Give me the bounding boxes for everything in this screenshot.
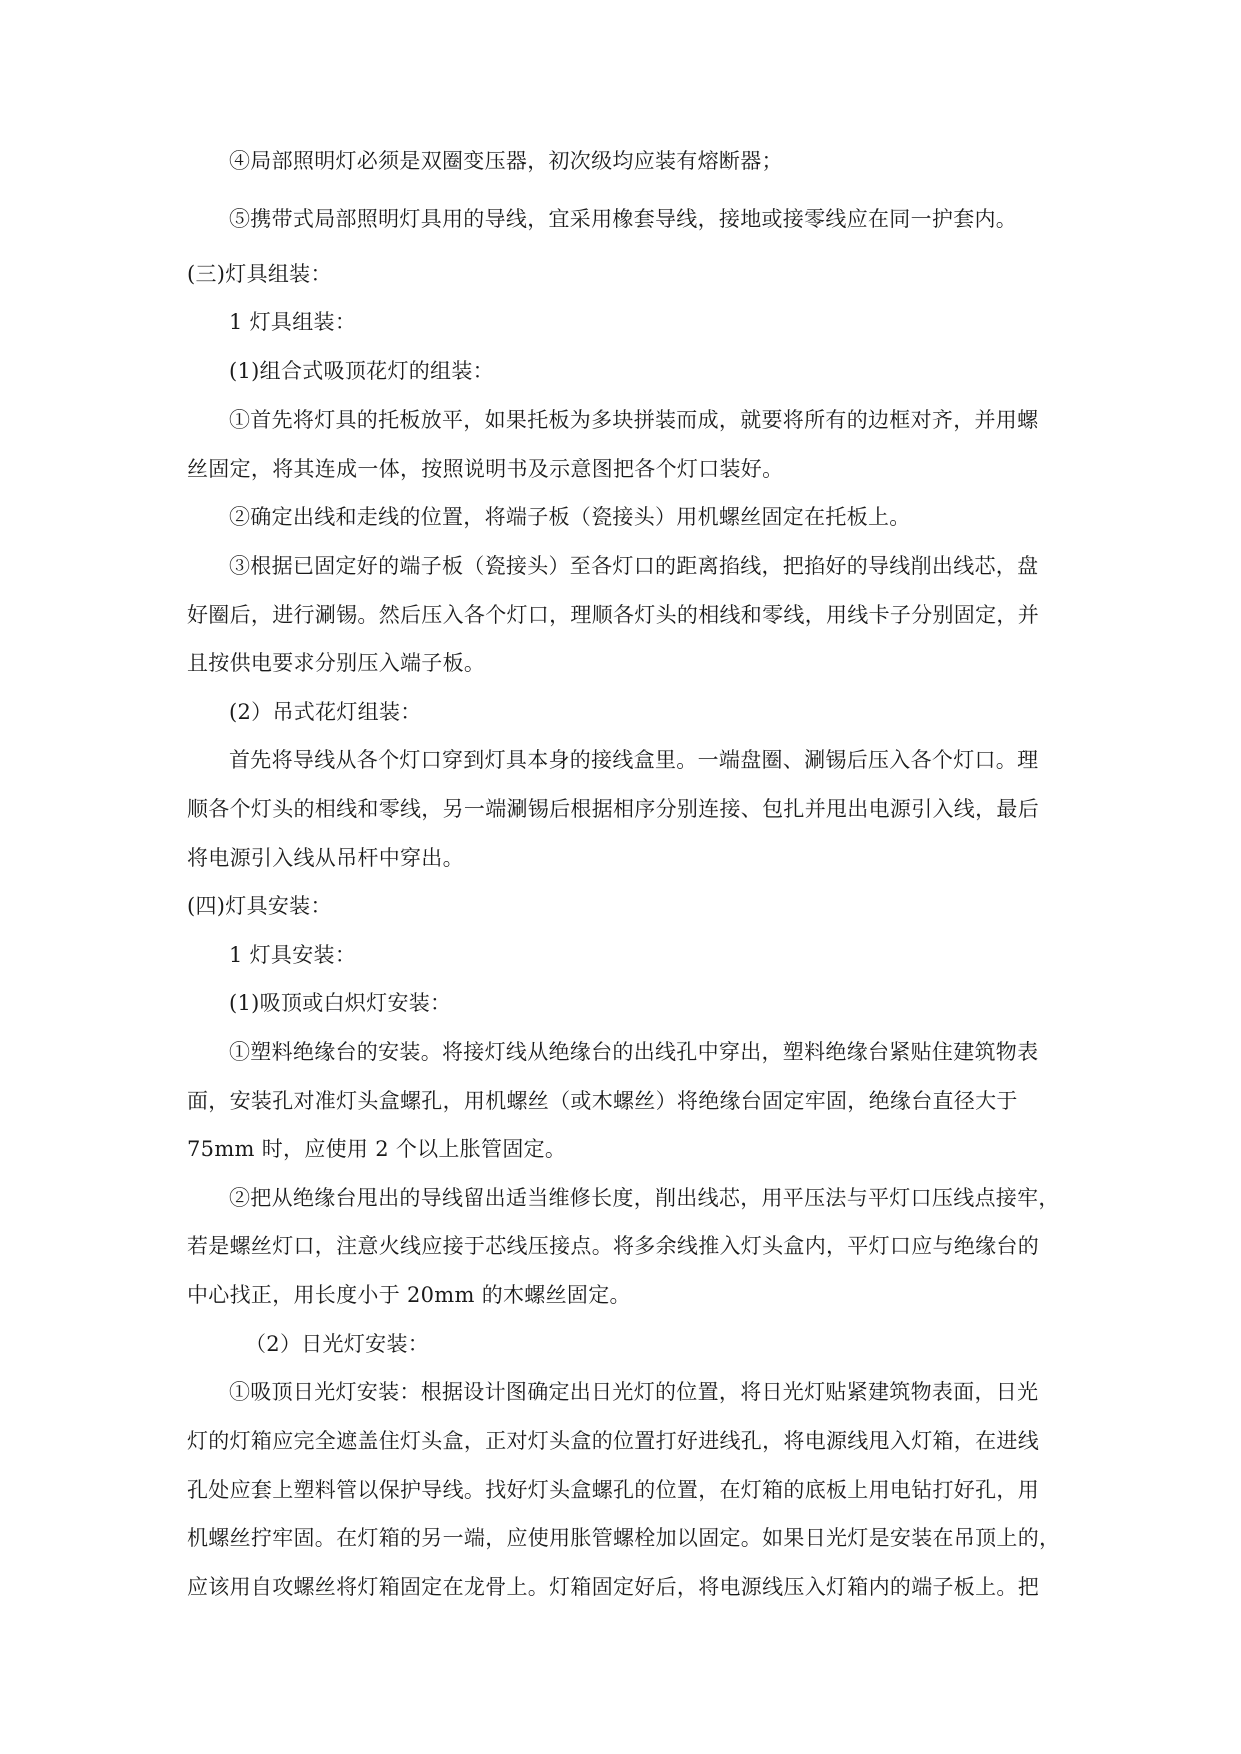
paragraph-line: 若是螺丝灯口，注意火线应接于芯线压接点。将多余线推入灯头盒内，平灯口应与绝缘台的 — [187, 1234, 1039, 1258]
section-heading: (四)灯具安装： — [187, 894, 332, 918]
paragraph-line: ②把从绝缘台甩出的导线留出适当维修长度，削出线芯，用平压法与平灯口压线点接牢， — [229, 1186, 1060, 1210]
paragraph-line: 灯的灯箱应完全遮盖住灯头盒，正对灯头盒的位置打好进线孔，将电源线甩入灯箱，在进线 — [187, 1429, 1039, 1453]
paragraph-line: 中心找正，用长度小于 20mm 的木螺丝固定。 — [187, 1283, 631, 1307]
paragraph-line: 孔处应套上塑料管以保护导线。找好灯头盒螺孔的位置，在灯箱的底板上用电钻打好孔，用 — [187, 1478, 1039, 1502]
paragraph-line: 好圈后，进行涮锡。然后压入各个灯口，理顺各灯头的相线和零线，用线卡子分别固定，并 — [187, 603, 1039, 627]
paragraph-line: ①塑料绝缘台的安装。将接灯线从绝缘台的出线孔中穿出，塑料绝缘台紧贴住建筑物表 — [229, 1040, 1039, 1064]
paragraph-line: ①首先将灯具的托板放平，如果托板为多块拼装而成，就要将所有的边框对齐，并用螺 — [229, 408, 1039, 432]
item-heading: (1)吸顶或白炽灯安装： — [229, 991, 452, 1015]
paragraph-line: 顺各个灯头的相线和零线，另一端涮锡后根据相序分别连接、包扎并甩出电源引入线，最后 — [187, 797, 1039, 821]
item-heading: （2）日光灯安装： — [245, 1332, 430, 1356]
paragraph-line: 将电源引入线从吊杆中穿出。 — [187, 846, 464, 870]
paragraph-line: 且按供电要求分别压入端子板。 — [187, 651, 486, 675]
paragraph-line: ④局部照明灯必须是双圈变压器，初次级均应装有熔断器； — [229, 149, 783, 173]
paragraph-line: 面，安装孔对准灯头盒螺孔，用机螺丝（或木螺丝）将绝缘台固定牢固，绝缘台直径大于 — [187, 1089, 1018, 1113]
paragraph-line: 应该用自攻螺丝将灯箱固定在龙骨上。灯箱固定好后，将电源线压入灯箱内的端子板上。把 — [187, 1575, 1039, 1599]
paragraph-line: ③根据已固定好的端子板（瓷接头）至各灯口的距离掐线，把掐好的导线削出线芯，盘 — [229, 554, 1039, 578]
paragraph-line: 首先将导线从各个灯口穿到灯具本身的接线盒里。一端盘圈、涮锡后压入各个灯口。理 — [229, 748, 1039, 772]
paragraph-line: ①吸顶日光灯安装：根据设计图确定出日光灯的位置，将日光灯贴紧建筑物表面，日光 — [229, 1380, 1039, 1404]
subsection-heading: 1 灯具安装： — [229, 943, 357, 967]
paragraph-line: ⑤携带式局部照明灯具用的导线，宜采用橡套导线，接地或接零线应在同一护套内。 — [229, 207, 1018, 231]
section-heading: (三)灯具组装： — [187, 262, 332, 286]
subsection-heading: 1 灯具组装： — [229, 310, 357, 334]
paragraph-line: 75mm 时，应使用 2 个以上胀管固定。 — [187, 1137, 567, 1161]
item-heading: (1)组合式吸顶花灯的组装： — [229, 359, 494, 383]
paragraph-line: 丝固定，将其连成一体，按照说明书及示意图把各个灯口装好。 — [187, 457, 784, 481]
item-heading: (2）吊式花灯组装： — [229, 700, 422, 724]
paragraph-line: 机螺丝拧牢固。在灯箱的另一端，应使用胀管螺栓加以固定。如果日光灯是安装在吊顶上的， — [187, 1526, 1061, 1550]
paragraph-line: ②确定出线和走线的位置，将端子板（瓷接头）用机螺丝固定在托板上。 — [229, 505, 911, 529]
